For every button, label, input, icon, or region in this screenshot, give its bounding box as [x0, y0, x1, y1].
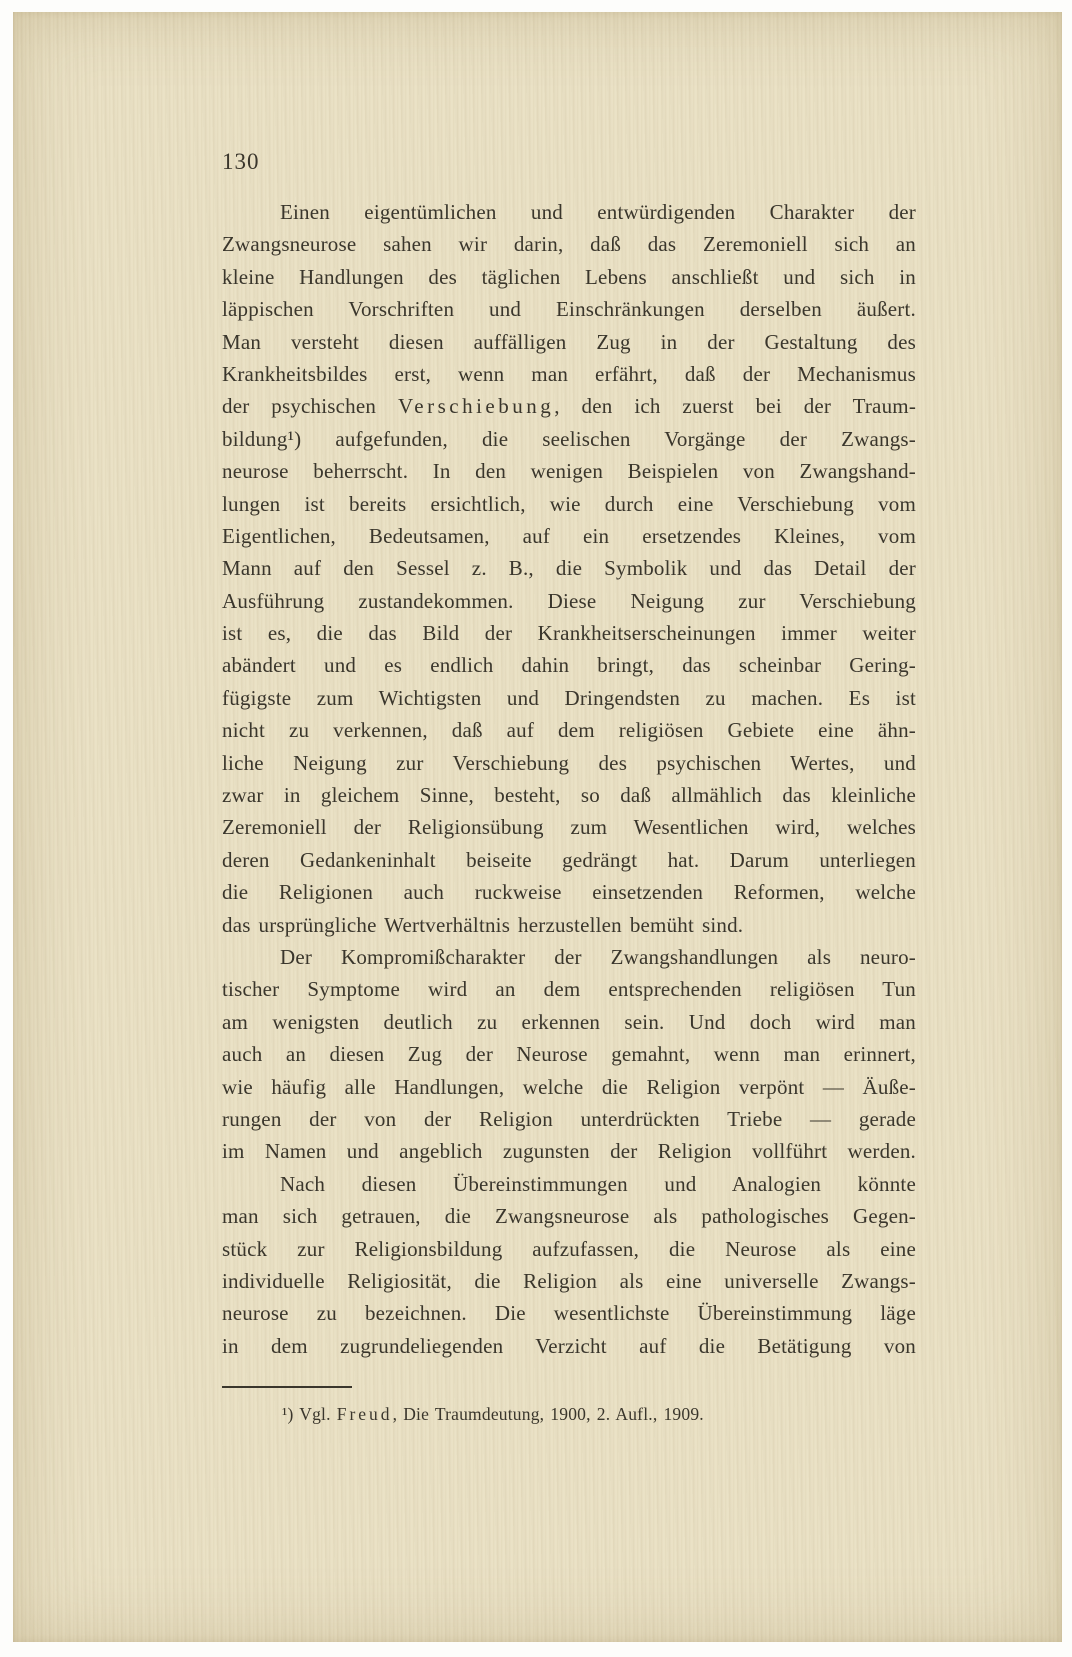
- footnote-text-segment: , Die Traumdeutung, 1900, 2. Aufl., 1909.: [392, 1404, 704, 1424]
- text-segment: , den ich zuerst bei der Traum-: [554, 394, 917, 419]
- text-line: [222, 196, 916, 228]
- text-segment: Man versteht diesen auffälligen Zug in der Gestaltung des: [222, 329, 916, 354]
- text-segment: tischer Symptome wird an dem entsprechenden religiösen Tun: [222, 977, 916, 1002]
- text-segment: ist es, die das Bild der Krankheitserscheinungen immer weiter: [222, 621, 916, 646]
- text-line: [222, 747, 916, 779]
- text-line: [222, 1233, 916, 1265]
- text-line: [222, 617, 916, 649]
- text-line: [222, 228, 916, 260]
- page-number: 130: [222, 149, 260, 174]
- text-line: [222, 326, 916, 358]
- text-line: [222, 811, 916, 843]
- text-segment: nicht zu verkennen, daß auf dem religiösen Gebiete eine ähn-: [222, 718, 916, 743]
- text-line: [222, 1006, 916, 1038]
- text-segment: wie häufig alle Handlungen, welche die Religion verpönt — Äuße-: [222, 1074, 916, 1099]
- footnote-text-segment: ¹) Vgl.: [282, 1404, 337, 1424]
- text-line: [222, 844, 916, 876]
- text-line: [222, 455, 916, 487]
- text-segment: Ausführung zustandekommen. Diese Neigung zur Verschiebung: [222, 588, 916, 613]
- text-line: [222, 973, 916, 1005]
- text-segment: deren Gedankeninhalt beiseite gedrängt hat. Darum unterliegen: [222, 847, 916, 872]
- text-segment: abändert und es endlich dahin bringt, das scheinbar Gering-: [222, 653, 916, 678]
- text-line: [222, 390, 916, 422]
- text-line: [222, 293, 916, 325]
- text-segment: läppischen Vorschriften und Einschränkungen derselben äußert.: [222, 297, 916, 322]
- text-segment: das ursprüngliche Wertverhältnis herzustellen bemüht sind.: [222, 912, 744, 937]
- text-line: [222, 779, 916, 811]
- text-line: [222, 1265, 916, 1297]
- text-line: [222, 358, 916, 390]
- text-line: [222, 1297, 916, 1329]
- text-segment: die Religionen auch ruckweise einsetzenden Reformen, welche: [222, 880, 916, 905]
- text-segment: Nach diesen Übereinstimmungen und Analogien könnte: [280, 1171, 916, 1196]
- footnote: [222, 1401, 916, 1427]
- text-segment: neurose beherrscht. In den wenigen Beispielen von Zwangshand-: [222, 459, 916, 484]
- text-line: [222, 941, 916, 973]
- text-line: [222, 682, 916, 714]
- text-line: [222, 1330, 916, 1362]
- footnote-separator-rule: [222, 1386, 352, 1388]
- text-line: [222, 520, 916, 552]
- text-line: [222, 714, 916, 746]
- text-line: [222, 1071, 916, 1103]
- text-segment: bildung¹) aufgefunden, die seelischen Vorgänge der Zwangs-: [222, 426, 916, 451]
- text-segment: am wenigsten deutlich zu erkennen sein. Und doch wird man: [222, 1009, 916, 1034]
- text-segment: Zeremoniell der Religionsübung zum Wesentlichen wird, welches: [222, 815, 916, 840]
- text-segment: neurose zu bezeichnen. Die wesentlichste Übereinstimmung läge: [222, 1301, 916, 1326]
- text-line: [222, 1168, 916, 1200]
- text-segment: Krankheitsbildes erst, wenn man erfährt, daß der Mechanismus: [222, 361, 916, 386]
- text-segment: fügigste zum Wichtigsten und Dringendsten zu machen. Es ist: [222, 685, 916, 710]
- text-segment: liche Neigung zur Verschiebung des psychischen Wertes, und: [222, 750, 916, 775]
- text-segment: kleine Handlungen des täglichen Lebens anschließt und sich in: [222, 264, 916, 289]
- footnote-author-letterspaced: Freud: [336, 1404, 393, 1424]
- text-segment: Mann auf den Sessel z. B., die Symbolik und das Detail der: [222, 556, 916, 581]
- text-segment: Eigentlichen, Bedeutsamen, auf ein ersetzendes Kleines, vom: [222, 523, 916, 548]
- text-segment: zwar in gleichem Sinne, besteht, so daß allmählich das kleinliche: [222, 783, 916, 808]
- text-line: [222, 909, 916, 941]
- text-line: [222, 261, 916, 293]
- letterspaced-word: Verschiebung: [397, 394, 555, 419]
- text-segment: man sich getrauen, die Zwangsneurose als pathologisches Gegen-: [222, 1204, 916, 1229]
- text-line: [222, 1135, 916, 1167]
- text-line: [222, 876, 916, 908]
- text-line: [222, 552, 916, 584]
- text-segment: stück zur Religionsbildung aufzufassen, die Neurose als eine: [222, 1236, 916, 1261]
- text-line: [222, 649, 916, 681]
- text-segment: Zwangsneurose sahen wir darin, daß das Zeremoniell sich an: [222, 232, 916, 257]
- text-segment: im Namen und angeblich zugunsten der Religion vollführt werden.: [222, 1139, 916, 1164]
- text-line: [222, 1103, 916, 1135]
- text-line: [222, 1038, 916, 1070]
- text-segment: lungen ist bereits ersichtlich, wie durch eine Verschiebung vom: [222, 491, 916, 516]
- text-segment: der psychischen: [222, 394, 398, 419]
- text-line: [222, 423, 916, 455]
- text-segment: rungen der von der Religion unterdrückten Triebe — gerade: [222, 1106, 916, 1131]
- text-segment: Der Kompromißcharakter der Zwangshandlungen als neuro-: [280, 944, 916, 969]
- text-segment: Einen eigentümlichen und entwürdigenden Charakter der: [280, 200, 916, 224]
- text-line: [222, 488, 916, 520]
- text-line: [222, 585, 916, 617]
- text-block: [222, 196, 916, 1362]
- page-paper: [13, 12, 1062, 1642]
- text-segment: individuelle Religiosität, die Religion als eine universelle Zwangs-: [222, 1268, 916, 1293]
- text-line: [222, 1200, 916, 1232]
- text-segment: auch an diesen Zug der Neurose gemahnt, wenn man erinnert,: [222, 1042, 916, 1067]
- text-segment: in dem zugrundeliegenden Verzicht auf die Betätigung von: [222, 1333, 916, 1358]
